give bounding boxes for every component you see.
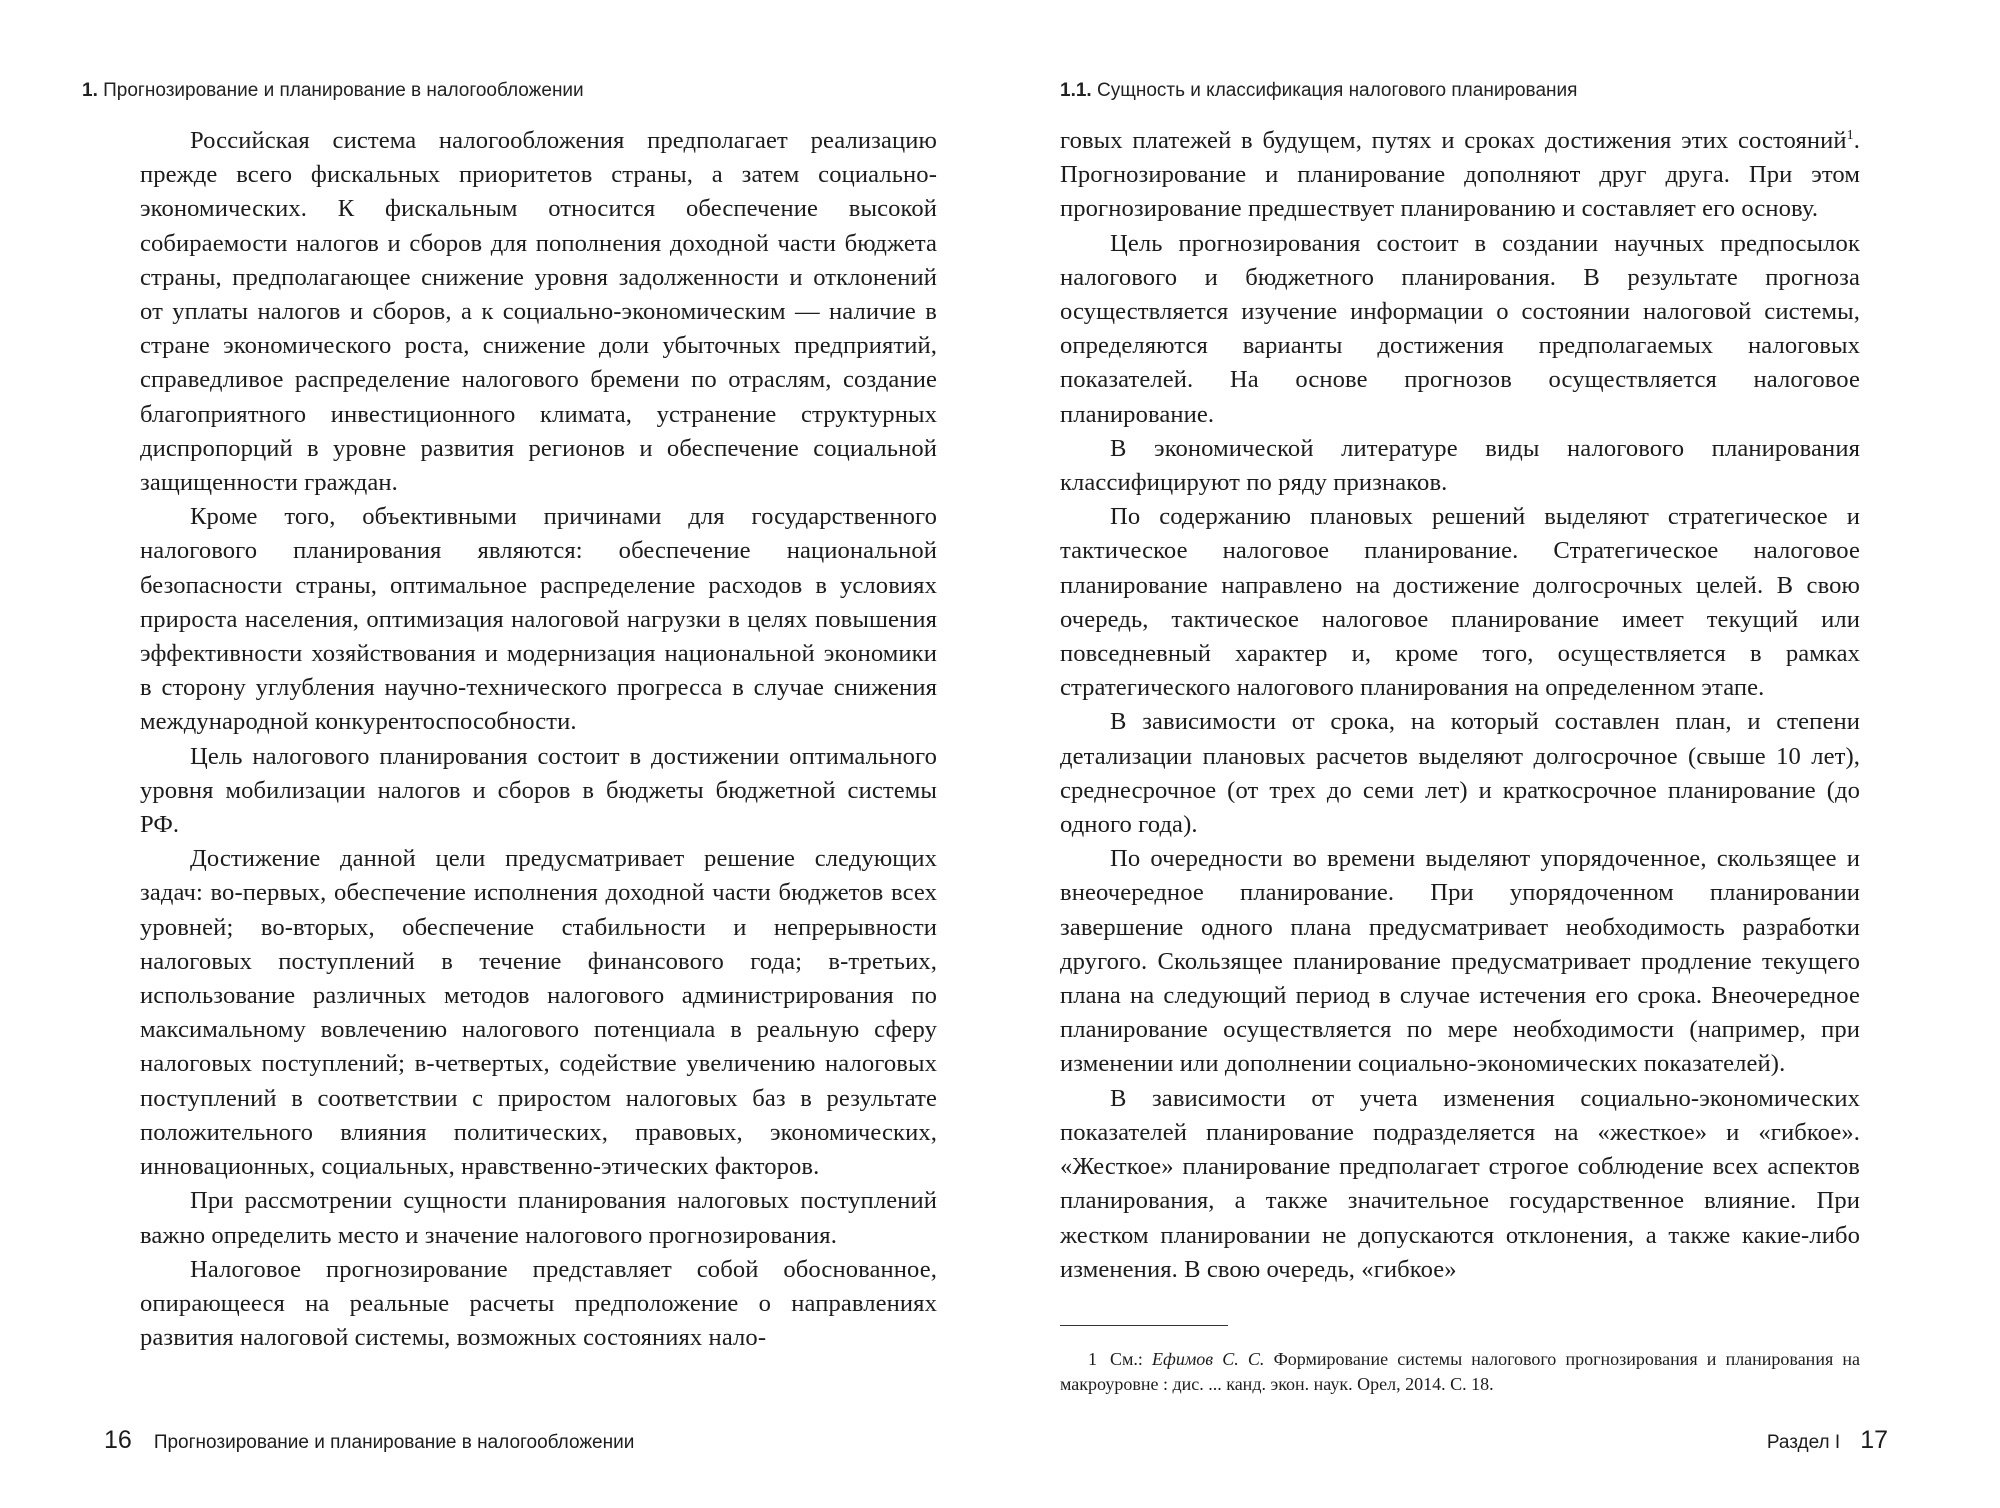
chapter-number: 1. bbox=[82, 80, 98, 101]
page-footer bbox=[1767, 1426, 1888, 1455]
paragraph: Российская система налогообложения предполагает реализацию прежде всего фискальных приоритетов страны, а затем социально-экономических. К фискальным относится обеспечение высокой собираемости налогов и сборов для пополнения доходной части бюджета страны, предполагающее снижение уровня задолженности и отклонений от уплаты налогов и сборов, а к социально-экономическим — наличие в стране экономического роста, снижение доли убыточных предприятий, справедливое распределение налогового бремени по отраслям, создание благоприятного инвестиционного климата, устранение структурных диспропорций в уровне развития регионов и обеспечение социальной защищенности граждан. bbox=[140, 127, 937, 497]
footer-title: Прогнозирование и планирование в налогообложении bbox=[153, 1432, 635, 1453]
paragraph-continued bbox=[1060, 124, 1860, 227]
chapter-title: Прогнозирование и планирование в налогообложении bbox=[103, 80, 584, 101]
section-title: Сущность и классификация налогового планирования bbox=[1096, 80, 1578, 101]
right-page bbox=[1000, 0, 2000, 1508]
footnote-mark: 1 bbox=[1088, 1349, 1097, 1369]
page-body bbox=[140, 124, 937, 1355]
page-body bbox=[1060, 124, 1860, 1287]
page-number: 16 bbox=[104, 1426, 132, 1454]
running-head bbox=[82, 80, 584, 102]
section-number: 1.1. bbox=[1060, 80, 1092, 101]
paragraph: В зависимости от срока, на который составлен план, и степени детализации плановых расчетов выделяют долгосрочное (свыше 10 лет), среднесрочное (от трех до семи лет) и краткосрочное планирование (до одного года). bbox=[1060, 708, 1860, 839]
footnote-prefix: См.: bbox=[1110, 1349, 1153, 1369]
paragraph: Цель прогнозирования состоит в создании научных предпосылок налогового и бюджетного планирования. В результате прогноза осуществляется изучение информации о состоянии налоговой системы, определяются варианты достижения предполагаемых налоговых показателей. На основе прогнозов осуществляется налоговое планирование. bbox=[1060, 229, 1860, 428]
paragraph: Цель налогового планирования состоит в достижении оптимального уровня мобилизации налогов и сборов в бюджеты бюджетной системы РФ. bbox=[140, 742, 937, 839]
footnote-text: Формирование системы налогового прогнозирования и планирования на макроуровне : дис. ... канд. экон. наук. Орел, 2014. С. 18. bbox=[1060, 1349, 1860, 1394]
paragraph-text: . Прогнозирование и планирование дополняют друг друга. При этом прогнозирование предшествует планированию и составляет его основу. bbox=[1060, 127, 1860, 223]
footnote bbox=[1060, 1347, 1860, 1397]
footnote-reference[interactable]: 1 bbox=[1846, 127, 1854, 143]
paragraph-text: говых платежей в будущем, путях и сроках достижения этих состояний bbox=[1060, 127, 1847, 154]
paragraph: При рассмотрении сущности планирования налоговых поступлений важно определить место и значение налогового прогнозирования. bbox=[140, 1187, 937, 1249]
paragraph: Достижение данной цели предусматривает решение следующих задач: во-первых, обеспечение исполнения доходной части бюджетов всех уровней; во-вторых, обеспечение стабильности и непрерывности налоговых поступлений в течение финансового года; в-третьих, использование различных методов налогового администрирования по максимальному вовлечению налогового потенциала в реальную сферу налоговых поступлений; в-четвертых, содействие увеличению налоговых поступлений в соответствии с приростом налоговых баз в результате положительного влияния политических, правовых, экономических, инновационных, социальных, нравственно-этических факторов. bbox=[140, 845, 937, 1181]
paragraph: По очередности во времени выделяют упорядоченное, скользящее и внеочередное планирование. При упорядоченном планировании завершение одного плана предусматривает необходимость разработки другого. Скользящее планирование предусматривает продление текущего плана на следующий период в случае истечения его срока. Внеочередное планирование осуществляется по мере необходимости (например, при изменении или дополнении социально-экономических показателей). bbox=[1060, 845, 1860, 1078]
footnote-author: Ефимов С. С. bbox=[1152, 1349, 1265, 1369]
paragraph: В экономической литературе виды налогового планирования классифицируют по ряду признаков. bbox=[1060, 434, 1860, 497]
paragraph: По содержанию плановых решений выделяют стратегическое и тактическое налоговое планирование. Стратегическое налоговое планирование направлено на достижение долгосрочных целей. В свою очередь, тактическое налоговое планирование имеет текущий или повседневный характер и, кроме того, осуществляется в рамках стратегического налогового планирования на определенном этапе. bbox=[1060, 503, 1860, 702]
paragraph: Налоговое прогнозирование представляет собой обоснованное, опирающееся на реальные расчеты предположение о направлениях развития налоговой системы, возможных состояниях нало- bbox=[140, 1255, 937, 1352]
running-head bbox=[1060, 80, 1577, 102]
paragraph: В зависимости от учета изменения социально-экономических показателей планирование подразделяется на «жесткое» и «гибкое». «Жесткое» планирование предполагает строгое соблюдение всех аспектов планирования, а также значительное государственное влияние. При жестком планировании не допускаются отклонения, а также какие-либо изменения. В свою очередь, «гибкое» bbox=[1060, 1084, 1860, 1283]
footnote-divider bbox=[1060, 1325, 1228, 1326]
footer-section: Раздел I bbox=[1766, 1432, 1841, 1453]
page-footer bbox=[104, 1426, 634, 1455]
page-number: 17 bbox=[1860, 1426, 1888, 1454]
paragraph: Кроме того, объективными причинами для государственного налогового планирования являются: обеспечение национальной безопасности страны, оптимальное распределение расходов в условиях прироста населения, оптимизация налоговой нагрузки в целях повышения эффективности хозяйствования и модернизация национальной экономики в сторону углубления научно-технического прогресса в случае снижения международной конкурентоспособности. bbox=[140, 503, 937, 736]
